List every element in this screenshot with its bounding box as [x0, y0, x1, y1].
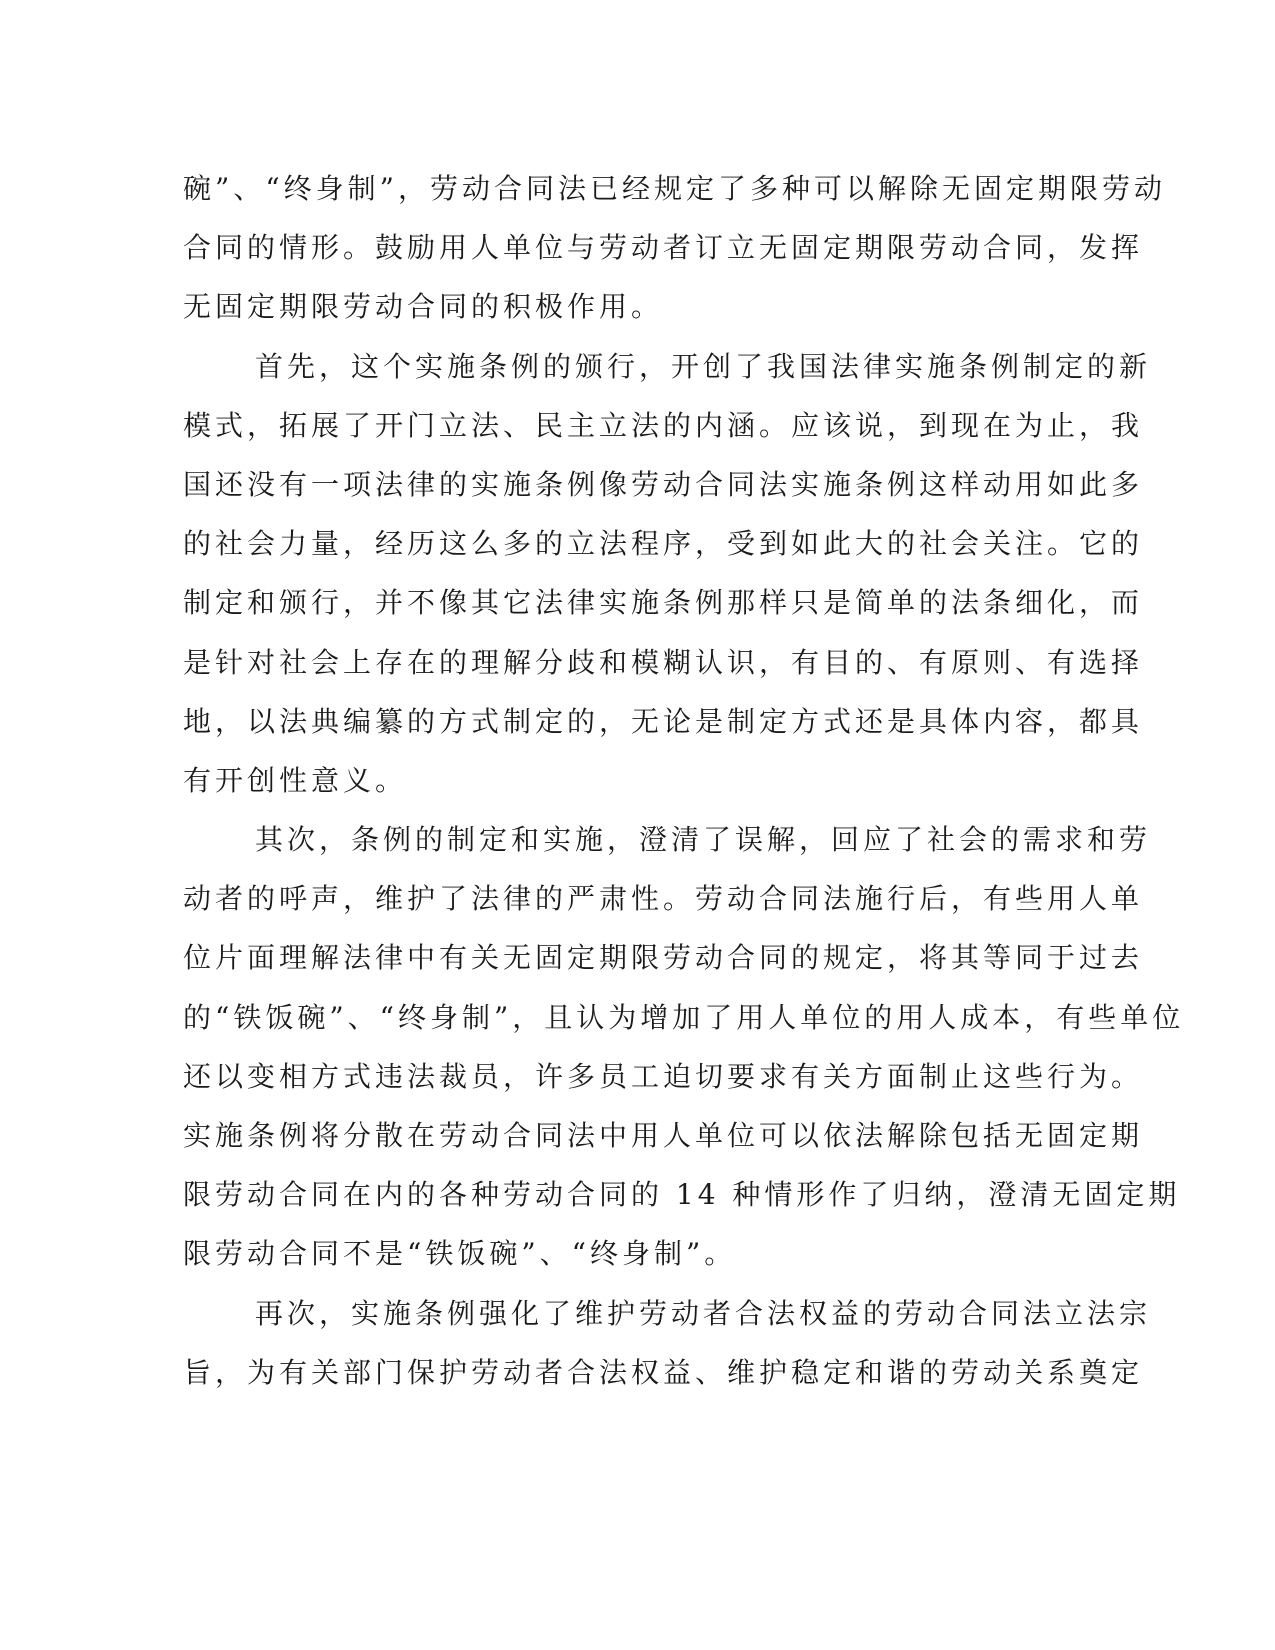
text-line: 无固定期限劳动合同的积极作用。	[183, 290, 664, 324]
paragraph-first-line: 其次，条例的制定和实施，澄清了误解，回应了社会的需求和劳	[255, 823, 1152, 857]
text-line: 的“铁饭碗”、“终身制”，且认为增加了用人单位的用人成本，有些单位	[183, 1000, 1185, 1034]
text-line: 碗”、“终身制”，劳动合同法已经规定了多种可以解除无固定期限劳动	[183, 172, 1166, 205]
paragraph-first-line: 首先，这个实施条例的颁行，开创了我国法律实施条例制定的新	[255, 349, 1152, 383]
text-line: 合同的情形。鼓励用人单位与劳动者订立无固定期限劳动合同，发挥	[183, 231, 1144, 265]
text-line: 限劳动合同在内的各种劳动合同的 14 种情形作了归纳，澄清无固定期	[183, 1178, 1181, 1212]
paragraph-first-line: 再次，实施条例强化了维护劳动者合法权益的劳动合同法立法宗	[255, 1296, 1152, 1330]
text-line: 模式，拓展了开门立法、民主立法的内涵。应该说，到现在为止，我	[183, 408, 1144, 442]
text-line: 动者的呼声，维护了法律的严肃性。劳动合同法施行后，有些用人单	[183, 882, 1144, 916]
body-text	[183, 159, 1185, 1402]
text-line: 还以变相方式违法裁员，许多员工迫切要求有关方面制止这些行为。	[183, 1059, 1144, 1093]
text-line: 地，以法典编纂的方式制定的，无论是制定方式还是具体内容，都具	[183, 704, 1144, 738]
text-line: 国还没有一项法律的实施条例像劳动合同法实施条例这样动用如此多	[183, 467, 1144, 501]
text-line: 实施条例将分散在劳动合同法中用人单位可以依法解除包括无固定期	[183, 1119, 1144, 1152]
text-line: 的社会力量，经历这么多的立法程序，受到如此大的社会关注。它的	[183, 527, 1144, 561]
text-line: 有开创性意义。	[183, 763, 408, 797]
text-line: 限劳动合同不是“铁饭碗”、“终身制”。	[183, 1237, 737, 1271]
text-line: 是针对社会上存在的理解分歧和模糊认识，有目的、有原则、有选择	[183, 645, 1144, 679]
text-line: 位片面理解法律中有关无固定期限劳动合同的规定，将其等同于过去	[183, 941, 1144, 975]
text-line: 旨，为有关部门保护劳动者合法权益、维护稳定和谐的劳动关系奠定	[183, 1355, 1144, 1389]
text-line: 制定和颁行，并不像其它法律实施条例那样只是简单的法条细化，而	[183, 586, 1144, 620]
